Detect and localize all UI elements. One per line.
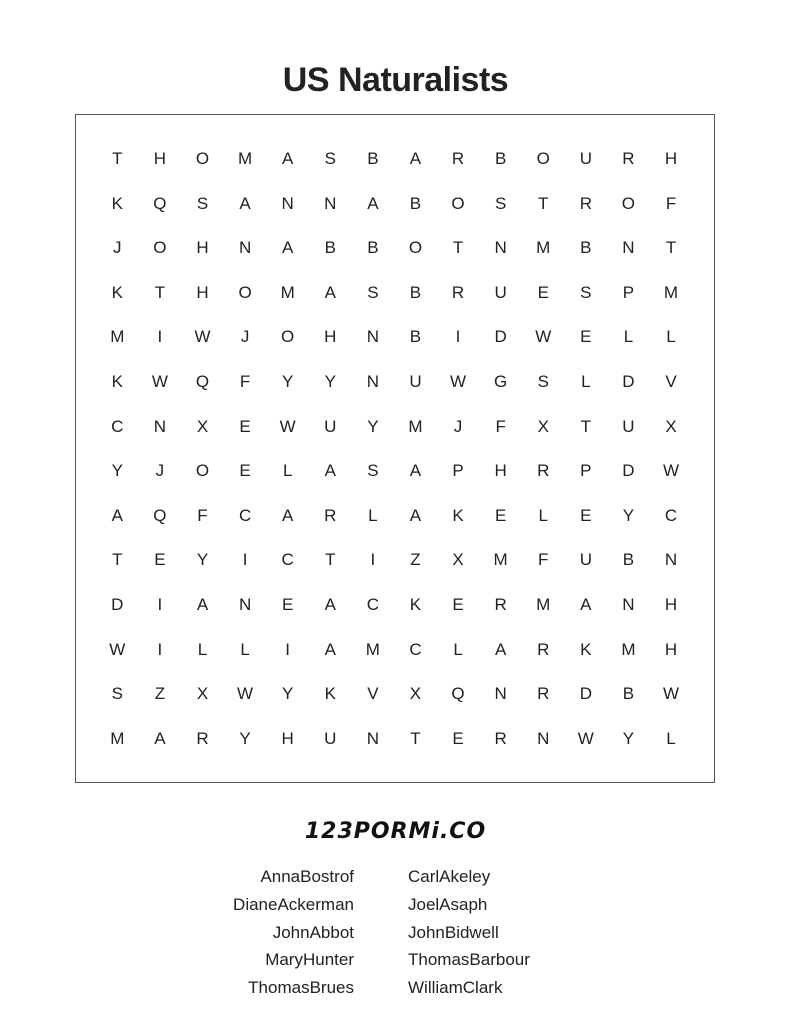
grid-letter: T — [452, 238, 464, 258]
grid-letter: Y — [196, 550, 209, 570]
grid-letter: B — [367, 238, 379, 258]
grid-letter: Y — [282, 684, 294, 704]
grid-letter: K — [580, 639, 592, 659]
grid-letter: L — [581, 371, 591, 391]
grid-letter: A — [409, 149, 422, 168]
grid-letter: P — [580, 461, 592, 481]
grid-letter: L — [282, 461, 293, 481]
grid-letter: J — [155, 461, 165, 481]
grid-letter: W — [577, 728, 594, 748]
grid-letter: W — [109, 639, 126, 659]
grid-letter: R — [324, 505, 337, 525]
word-list-item: MaryHunter — [265, 950, 354, 970]
grid-letter: R — [537, 639, 550, 659]
grid-letter: Y — [239, 728, 251, 748]
grid-letter: N — [622, 238, 635, 258]
grid-letter: O — [451, 193, 465, 213]
grid-letter: N — [366, 327, 379, 347]
grid-letter: N — [366, 728, 379, 748]
grid-letter: R — [494, 728, 507, 748]
grid-letter: E — [580, 327, 592, 347]
grid-letter: W — [279, 416, 296, 436]
grid-letter: H — [281, 728, 294, 748]
grid-letter: E — [282, 594, 294, 614]
grid-letter: W — [194, 327, 211, 347]
grid-letter: B — [409, 282, 422, 302]
grid-letter: L — [623, 327, 634, 347]
grid-letter: H — [664, 594, 678, 614]
grid-letter: S — [324, 149, 336, 168]
grid-letter: F — [239, 371, 251, 391]
grid-letter: O — [536, 149, 550, 168]
grid-letter: F — [197, 505, 208, 525]
grid-letter: T — [538, 193, 549, 213]
grid-letter: V — [665, 371, 677, 391]
word-list-item: JoelAsaph — [408, 894, 488, 914]
grid-letter: O — [195, 461, 210, 481]
grid-letter: W — [662, 461, 680, 481]
grid-letter: T — [154, 282, 166, 302]
grid-letter: A — [282, 238, 294, 258]
grid-letter: T — [580, 416, 592, 436]
grid-letter: N — [281, 193, 294, 213]
grid-letter: E — [154, 550, 166, 570]
word-list-right-column — [408, 863, 530, 1002]
grid-letter: I — [157, 639, 163, 659]
grid-letter: B — [324, 238, 336, 258]
grid-letter: T — [325, 550, 336, 570]
grid-letter: M — [621, 639, 636, 659]
grid-letter: L — [666, 327, 676, 347]
grid-letter: Z — [410, 550, 421, 570]
grid-letter: R — [451, 282, 465, 302]
grid-letter: O — [621, 193, 636, 213]
grid-letter: L — [197, 639, 208, 659]
grid-letter: W — [662, 684, 680, 704]
grid-letter: A — [154, 728, 166, 748]
grid-letter: I — [157, 594, 163, 614]
grid-letter: B — [409, 193, 422, 213]
grid-letter: W — [535, 327, 552, 347]
grid-letter: S — [196, 193, 209, 213]
grid-letter: E — [537, 282, 549, 302]
grid-letter: R — [622, 149, 635, 168]
grid-letter: Z — [154, 684, 166, 704]
grid-letter: B — [409, 327, 422, 347]
grid-letter: M — [408, 416, 423, 436]
grid-letter: I — [285, 639, 291, 659]
grid-letter: L — [368, 505, 378, 525]
grid-letter: D — [622, 461, 635, 481]
grid-letter: E — [239, 416, 251, 436]
grid-letter: A — [324, 282, 336, 302]
grid-letter: N — [366, 371, 379, 391]
grid-letter: K — [409, 594, 422, 614]
grid-letter: D — [579, 684, 592, 704]
grid-letter: U — [494, 282, 507, 302]
grid-letter: Y — [367, 416, 379, 436]
site-logo: 123PORMi.CO — [304, 819, 487, 844]
grid-letter: A — [282, 505, 294, 525]
grid-letter: H — [664, 149, 678, 168]
grid-letter: U — [579, 550, 592, 570]
grid-letter: F — [495, 416, 506, 436]
grid-letter: S — [580, 282, 592, 302]
grid-letter: T — [112, 550, 123, 570]
grid-letter: S — [367, 282, 379, 302]
grid-letter: H — [494, 461, 507, 481]
grid-letter: M — [536, 594, 551, 614]
grid-letter: U — [622, 416, 635, 436]
grid-letter: C — [366, 594, 379, 614]
grid-letter: S — [367, 461, 379, 481]
grid-letter: A — [409, 461, 422, 481]
grid-letter: H — [664, 639, 678, 659]
grid-letter: M — [663, 282, 679, 302]
grid-letter: R — [196, 728, 209, 748]
grid-letter: N — [622, 594, 635, 614]
grid-letter: Q — [153, 505, 167, 525]
letter-grid — [96, 137, 692, 761]
grid-letter: E — [494, 505, 507, 525]
grid-letter: H — [196, 238, 209, 258]
grid-letter: R — [579, 193, 592, 213]
grid-letter: R — [451, 149, 465, 168]
grid-letter: D — [111, 594, 124, 614]
grid-letter: N — [238, 594, 252, 614]
grid-letter: M — [280, 282, 295, 302]
grid-letter: X — [665, 416, 677, 436]
grid-letter: R — [537, 461, 550, 481]
grid-letter: R — [494, 594, 507, 614]
grid-letter: C — [281, 550, 294, 570]
grid-letter: N — [153, 416, 167, 436]
grid-letter: O — [408, 238, 423, 258]
grid-letter: A — [580, 594, 592, 614]
grid-letter: U — [579, 149, 592, 168]
grid-letter: T — [410, 728, 421, 748]
grid-letter: H — [324, 327, 337, 347]
grid-letter: N — [494, 238, 507, 258]
grid-letter: M — [237, 149, 253, 168]
grid-letter: G — [494, 371, 508, 391]
grid-letter: S — [111, 684, 123, 704]
grid-letter: I — [370, 550, 376, 570]
word-list-item: JohnBidwell — [408, 922, 499, 942]
grid-letter: K — [324, 684, 336, 704]
grid-letter: M — [365, 639, 380, 659]
grid-letter: O — [153, 238, 167, 258]
grid-letter: K — [452, 505, 464, 525]
grid-letter: I — [242, 550, 248, 570]
grid-letter: D — [622, 371, 635, 391]
grid-letter: Y — [111, 461, 123, 481]
grid-letter: A — [196, 594, 209, 614]
grid-letter: N — [664, 550, 678, 570]
grid-letter: J — [113, 238, 122, 258]
page-title: US Naturalists — [282, 61, 509, 99]
grid-letter: W — [237, 684, 254, 704]
grid-letter: Y — [282, 371, 294, 391]
grid-letter: Y — [622, 505, 635, 525]
word-search-grid-box — [75, 114, 715, 783]
grid-letter: I — [157, 327, 163, 347]
grid-letter: A — [239, 193, 251, 213]
grid-letter: D — [494, 327, 507, 347]
grid-letter: B — [367, 149, 379, 168]
grid-letter: Q — [153, 193, 167, 213]
grid-letter: E — [239, 461, 251, 481]
grid-letter: L — [666, 728, 676, 748]
word-list-item: AnnaBostrof — [260, 867, 354, 886]
grid-letter: S — [494, 193, 507, 213]
grid-letter: A — [282, 149, 294, 168]
grid-letter: O — [195, 149, 210, 168]
grid-letter: T — [112, 149, 123, 168]
grid-letter: O — [238, 282, 252, 302]
grid-letter: P — [622, 282, 635, 302]
grid-letter: H — [153, 149, 167, 168]
grid-letter: C — [111, 416, 124, 436]
grid-letter: B — [622, 550, 635, 570]
grid-letter: F — [665, 193, 677, 213]
grid-letter: B — [580, 238, 592, 258]
grid-letter: E — [452, 728, 464, 748]
word-list-item: ThomasBarbour — [408, 950, 530, 970]
grid-letter: Y — [324, 371, 336, 391]
grid-letter: K — [111, 282, 123, 302]
grid-letter: R — [537, 684, 550, 704]
word-list-item: CarlAkeley — [408, 867, 491, 886]
grid-letter: S — [537, 371, 549, 391]
grid-letter: Q — [195, 371, 210, 391]
grid-letter: Y — [622, 728, 635, 748]
grid-letter: U — [409, 371, 422, 391]
grid-letter: N — [537, 728, 550, 748]
grid-letter: A — [324, 639, 336, 659]
word-list-item: WilliamClark — [408, 978, 503, 998]
word-list-item: ThomasBrues — [248, 978, 354, 998]
grid-letter: W — [450, 371, 467, 391]
grid-letter: N — [324, 193, 337, 213]
grid-letter: O — [281, 327, 295, 347]
word-list-item: DianeAckerman — [233, 894, 354, 914]
grid-letter: J — [453, 416, 463, 436]
grid-letter: C — [409, 639, 422, 659]
grid-letter: M — [110, 728, 125, 748]
grid-letter: F — [538, 550, 549, 570]
word-list-left-column — [233, 863, 354, 1002]
grid-letter: L — [240, 639, 250, 659]
grid-letter: M — [536, 238, 551, 258]
grid-letter: C — [238, 505, 252, 525]
grid-letter: B — [494, 149, 507, 168]
grid-letter: A — [367, 193, 379, 213]
grid-letter: A — [409, 505, 422, 525]
grid-letter: K — [111, 371, 123, 391]
grid-letter: U — [324, 416, 337, 436]
grid-letter: P — [452, 461, 464, 481]
grid-letter: A — [111, 505, 123, 525]
grid-letter: C — [664, 505, 678, 525]
grid-letter: K — [111, 193, 123, 213]
grid-letter: J — [240, 327, 250, 347]
grid-letter: M — [493, 550, 508, 570]
grid-letter: I — [455, 327, 461, 347]
grid-letter: A — [494, 639, 507, 659]
grid-letter: N — [494, 684, 507, 704]
grid-letter: E — [580, 505, 592, 525]
grid-letter: L — [538, 505, 548, 525]
grid-letter: B — [622, 684, 635, 704]
grid-letter: X — [452, 550, 464, 570]
grid-letter: V — [367, 684, 379, 704]
grid-letter: U — [324, 728, 337, 748]
grid-letter: T — [665, 238, 677, 258]
grid-letter: L — [453, 639, 463, 659]
grid-letter: H — [196, 282, 209, 302]
grid-letter: X — [196, 684, 209, 704]
grid-letter: X — [196, 416, 209, 436]
grid-letter: A — [324, 461, 336, 481]
grid-letter: E — [452, 594, 464, 614]
grid-letter: W — [151, 371, 168, 391]
word-list-item: JohnAbbot — [272, 922, 354, 942]
grid-letter: X — [537, 416, 549, 436]
grid-letter: A — [324, 594, 336, 614]
grid-letter: Q — [451, 684, 465, 704]
grid-letter: X — [409, 684, 422, 704]
grid-letter: M — [110, 327, 125, 347]
grid-letter: N — [238, 238, 252, 258]
